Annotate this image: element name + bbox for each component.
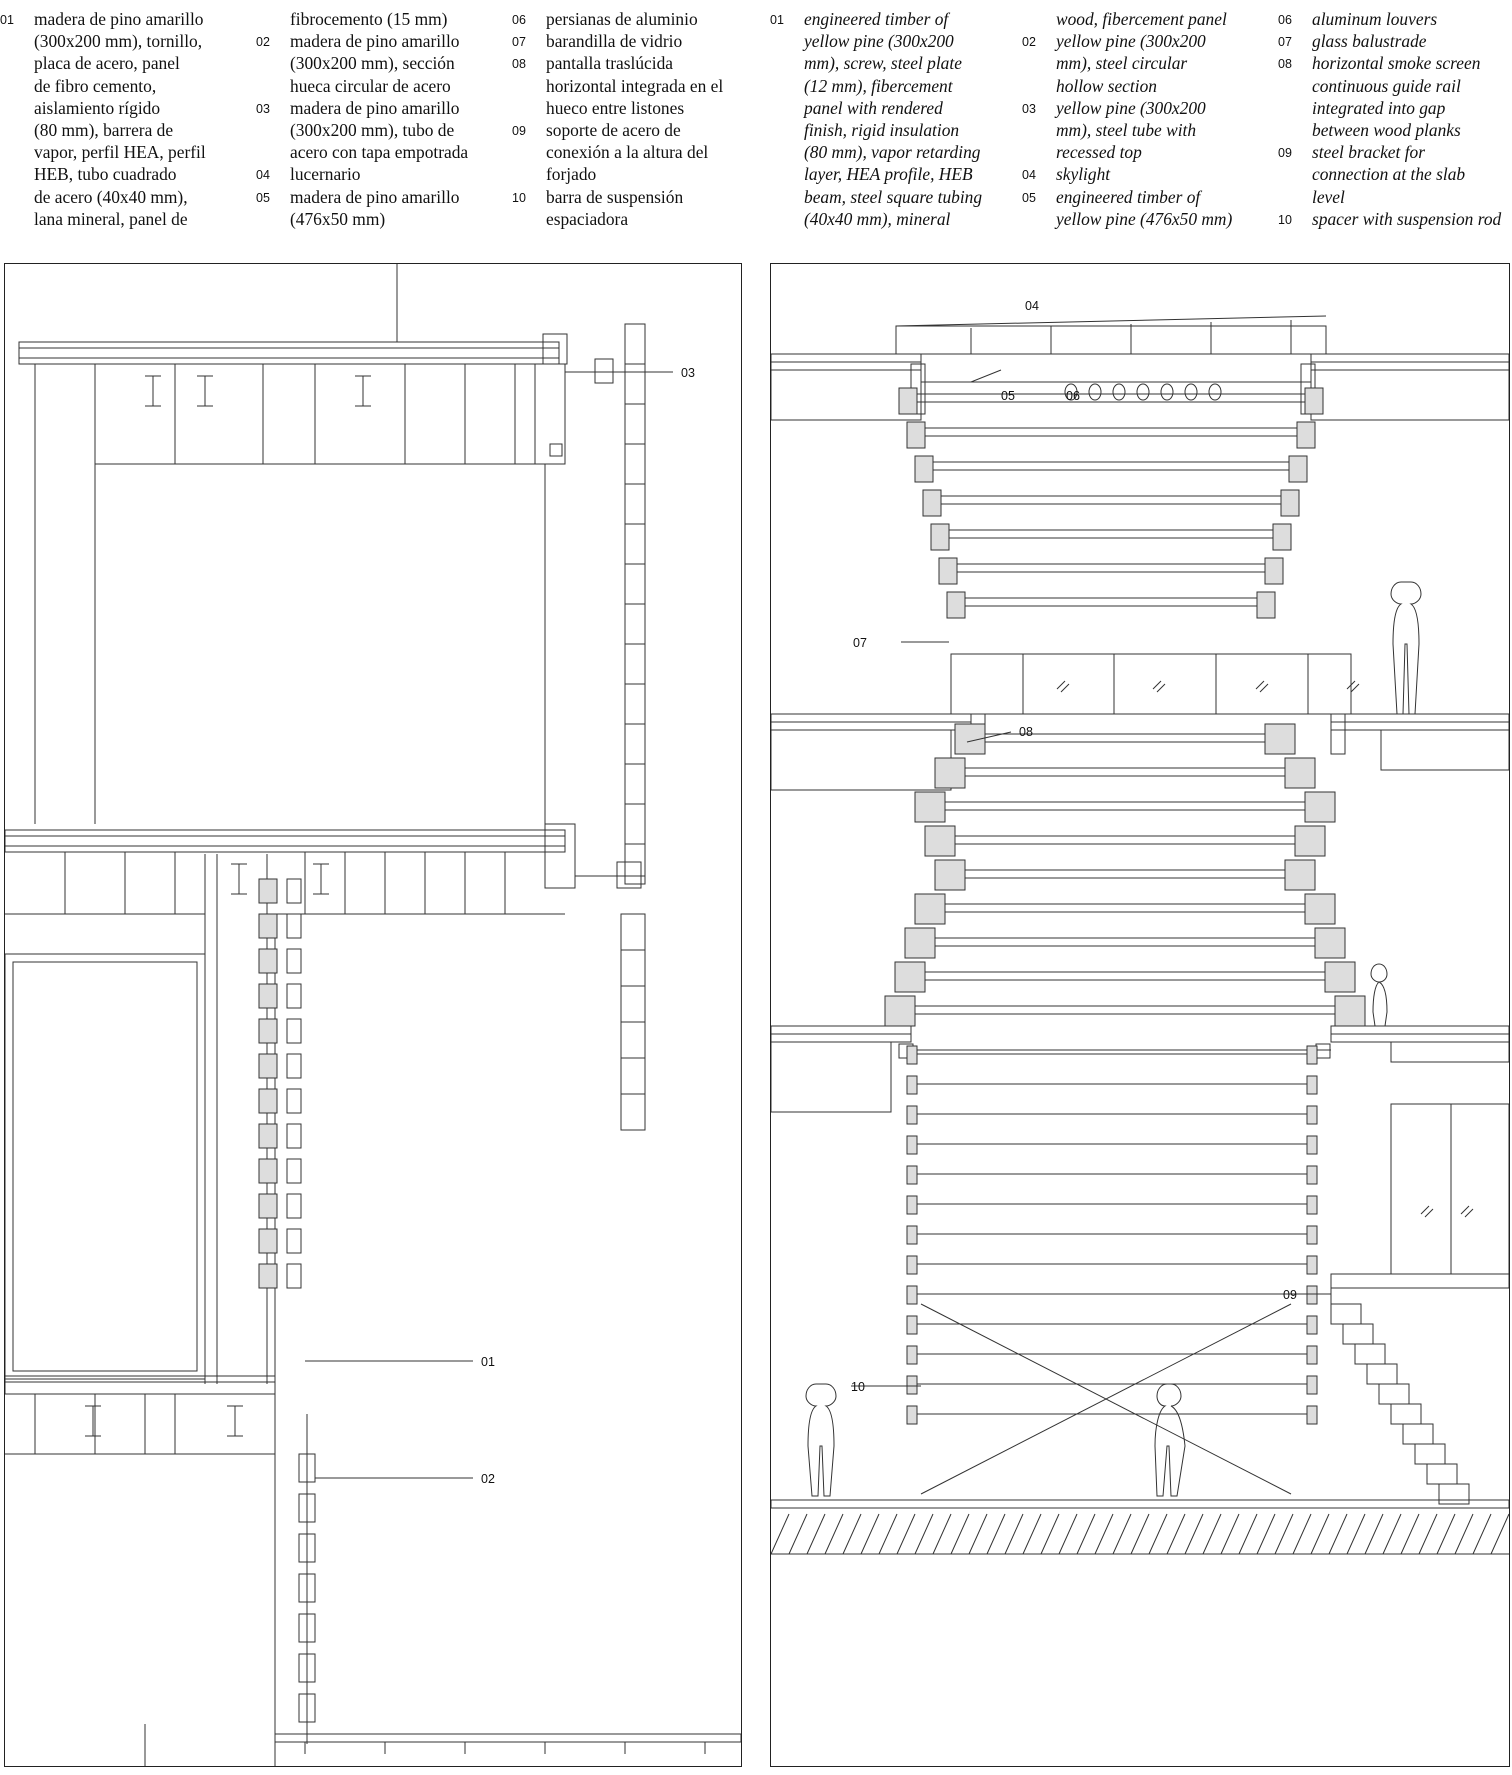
legend-en-item-04 (1022, 163, 1262, 185)
stair-stringer (915, 456, 933, 482)
legend-number: 04 (256, 168, 270, 183)
louver-ghost (287, 1229, 301, 1253)
louver-ghost (287, 949, 301, 973)
legend-number: 09 (512, 124, 526, 139)
stair-stringer (1307, 1226, 1317, 1244)
louver (1209, 384, 1221, 400)
stair-stringer (907, 1106, 917, 1124)
legend-number: 06 (512, 13, 526, 27)
legend-en-column-2 (1022, 8, 1262, 230)
stair-stringer (1307, 1346, 1317, 1364)
legend-es-item-05 (256, 186, 496, 230)
legend-number: 02 (256, 35, 270, 50)
stair-stringer (1289, 456, 1307, 482)
hatch-line (1275, 1514, 1293, 1554)
hatch-line (951, 1514, 969, 1554)
stair-stringer (907, 1226, 917, 1244)
stair-stringer (1307, 1406, 1317, 1424)
hatch-line (1059, 1514, 1077, 1554)
hatch-line (1167, 1514, 1185, 1554)
legend-text: yellow pine (300x200 mm), steel tube with recessed top (1056, 97, 1206, 163)
hatch-line (1113, 1514, 1131, 1554)
legend-en-item-10 (1278, 208, 1512, 230)
louver (1089, 384, 1101, 400)
stair-stringer (885, 996, 915, 1026)
stair-stringer (1265, 724, 1295, 754)
legend-number: 06 (1278, 13, 1292, 27)
stair-stringer (1307, 1076, 1317, 1094)
hatch-line (933, 1514, 951, 1554)
stair-stringer (907, 1136, 917, 1154)
legend-text: madera de pino amarillo (300x200 mm), tornillo, placa de acero, panel de fibro cemento, aislamiento rígido (80 mm), barrera de vapor, perfil HEA, perfil HEB, tubo cuadrado de acero (40x40 mm), lana mineral, panel de (34, 9, 206, 229)
callout-03: 03 (681, 366, 695, 380)
louver-block (259, 1054, 277, 1078)
stair-stringer (935, 758, 965, 788)
louver-block (259, 914, 277, 938)
right-section-drawing (770, 263, 1510, 1767)
stair-stringer (1305, 894, 1335, 924)
hatch-line (1365, 1514, 1383, 1554)
legend-number: 03 (1022, 101, 1036, 116)
louver (1137, 384, 1149, 400)
hatch-line (915, 1514, 933, 1554)
stair-stringer (939, 558, 957, 584)
hatch-line (987, 1514, 1005, 1554)
louver-ghost (287, 879, 301, 903)
stair-step (1343, 1324, 1373, 1344)
legend-text: wood, fibercement panel (1056, 9, 1227, 29)
hatch-line (1041, 1514, 1059, 1554)
left-section-drawing (4, 263, 742, 1767)
legend-text: steel bracket for connection at the slab level (1312, 142, 1466, 207)
hatch-line (1185, 1514, 1203, 1554)
legend-number: 10 (1278, 212, 1292, 227)
louver (1113, 384, 1125, 400)
legend-en-column-3 (1278, 8, 1512, 230)
hatch-line (771, 1514, 789, 1554)
legend-en-column-1 (770, 8, 1010, 230)
hatch-line (1131, 1514, 1149, 1554)
louver (1161, 384, 1173, 400)
legend-number: 08 (512, 57, 526, 72)
callout-02: 02 (481, 1472, 495, 1486)
louver-ghost (287, 984, 301, 1008)
legend-es-item-10 (512, 186, 762, 230)
legend-es-item-02 (256, 30, 496, 97)
hatch-line (1401, 1514, 1419, 1554)
hatch-line (1077, 1514, 1095, 1554)
stair-stringer (1305, 388, 1323, 414)
louver-ghost (287, 1019, 301, 1043)
callout-05: 05 (1001, 389, 1015, 403)
callout-09: 09 (1283, 1288, 1297, 1302)
legend-es-item-03 (256, 97, 496, 164)
right-drawing-svg (771, 264, 1509, 1766)
hatch-line (1383, 1514, 1401, 1554)
stair-step (1427, 1464, 1457, 1484)
legend-number: 05 (1022, 190, 1036, 205)
legend-text: persianas de aluminio (546, 9, 698, 29)
legend-number: 08 (1278, 57, 1292, 72)
stair-stringer (1297, 422, 1315, 448)
louver-block (259, 984, 277, 1008)
callout-07: 07 (853, 636, 867, 650)
stair-stringer (1307, 1196, 1317, 1214)
legend-number: 05 (256, 190, 270, 205)
legend-number: 03 (256, 101, 270, 116)
stair-stringer (923, 490, 941, 516)
legend-en-item-09 (1278, 141, 1512, 208)
stair-stringer (1307, 1106, 1317, 1124)
legend-en-item-07 (1278, 30, 1512, 52)
legend-text: barandilla de vidrio (546, 31, 683, 52)
louver-ghost (287, 1159, 301, 1183)
hatch-line (1257, 1514, 1275, 1554)
stair-step (1439, 1484, 1469, 1504)
stair-stringer (1335, 996, 1365, 1026)
louver-block (259, 1124, 277, 1148)
legend-number: 01 (770, 13, 784, 27)
louver-ghost (287, 1089, 301, 1113)
legend-en-item-01-cont (1022, 8, 1262, 30)
stair-stringer (1265, 558, 1283, 584)
hatch-line (1149, 1514, 1167, 1554)
stair-step (1415, 1444, 1445, 1464)
hatch-line (897, 1514, 915, 1554)
stair-stringer (907, 1196, 917, 1214)
stair-stringer (907, 1316, 917, 1334)
hatch-line (1023, 1514, 1041, 1554)
hatch-line (1203, 1514, 1221, 1554)
legend-text: lucernario (290, 164, 361, 185)
stair-stringer (1273, 524, 1291, 550)
legend-number: 04 (1022, 168, 1036, 183)
legend-number: 07 (1278, 35, 1292, 50)
stair-stringer (1285, 860, 1315, 890)
legend-text: engineered timber of yellow pine (300x200 mm), screw, steel plate (12 mm), fibercement panel with rendered finish, rigid insulation (80 mm), vapor retarding layer, HEA profile, HEB beam, steel square tubing (40x40 mm), mineral (804, 9, 983, 229)
stair-stringer (1305, 792, 1335, 822)
stair-stringer (1307, 1136, 1317, 1154)
callout-06: 06 (1066, 389, 1080, 403)
legend-number: 09 (1278, 146, 1292, 161)
legend-number: 01 (0, 13, 14, 27)
stair-stringer (907, 1166, 917, 1184)
stair-stringer (1307, 1376, 1317, 1394)
hatch-line (879, 1514, 897, 1554)
legend-number (1022, 8, 1056, 13)
legend-text: pantalla traslúcida horizontal integrada en el hueco entre listones (546, 53, 724, 118)
stair-stringer (1307, 1046, 1317, 1064)
stair-stringer (905, 928, 935, 958)
louver-ghost (287, 1194, 301, 1218)
legend-en-item-06 (1278, 8, 1512, 30)
legend-text: yellow pine (300x200 mm), steel circular hollow section (1056, 31, 1206, 96)
louver-block (259, 1089, 277, 1113)
legend-es-column-1 (0, 8, 240, 230)
legend-es-item-09 (512, 119, 762, 186)
louver-block (259, 1229, 277, 1253)
hatch-line (807, 1514, 825, 1554)
louver-block (259, 1159, 277, 1183)
legend-text: skylight (1056, 164, 1111, 185)
legend-es-item-01-cont (256, 8, 496, 30)
stair-stringer (1307, 1316, 1317, 1334)
stair-stringer (915, 792, 945, 822)
stair-stringer (907, 1376, 917, 1394)
hatch-line (1347, 1514, 1365, 1554)
legend-es-column-3 (512, 8, 762, 230)
hatch-line (1293, 1514, 1311, 1554)
louver-ghost (287, 914, 301, 938)
louver-ghost (287, 1054, 301, 1078)
legend-number (256, 8, 290, 13)
stair-stringer (1285, 758, 1315, 788)
louver-block (259, 1019, 277, 1043)
callout-01: 01 (481, 1355, 495, 1369)
legend-text: engineered timber of yellow pine (476x50 mm) (1056, 186, 1233, 229)
louver (1185, 384, 1197, 400)
louver-block (259, 1264, 277, 1288)
legend-number: 02 (1022, 35, 1036, 50)
hatch-line (1455, 1514, 1473, 1554)
hatch-line (861, 1514, 879, 1554)
legend-text: glass balustrade (1312, 31, 1427, 52)
hatch-line (789, 1514, 807, 1554)
louver-ghost (287, 1264, 301, 1288)
hatch-line (1005, 1514, 1023, 1554)
legend-es-item-01 (0, 8, 240, 230)
stair-stringer (935, 860, 965, 890)
left-drawing-svg (5, 264, 741, 1766)
hatch-line (1419, 1514, 1437, 1554)
stair-step (1403, 1424, 1433, 1444)
hatch-line (1221, 1514, 1239, 1554)
legend-text: barra de suspensión espaciadora (546, 186, 684, 229)
stair-step (1367, 1364, 1397, 1384)
stair-stringer (1307, 1286, 1317, 1304)
stair-stringer (907, 422, 925, 448)
stair-step (1391, 1404, 1421, 1424)
legend-en-item-01 (770, 8, 1010, 230)
stair-stringer (907, 1076, 917, 1094)
legend-text: madera de pino amarillo (300x200 mm), tubo de acero con tapa empotrada (290, 97, 469, 163)
legend-text: aluminum louvers (1312, 9, 1438, 29)
legend-es-item-07 (512, 30, 762, 52)
legend-text: madera de pino amarillo (476x50 mm) (290, 186, 460, 229)
legend-es-item-06 (512, 8, 762, 30)
legend-text: madera de pino amarillo (300x200 mm), sección hueca circular de acero (290, 31, 460, 96)
louver-block (259, 879, 277, 903)
stair-stringer (925, 826, 955, 856)
legend-text: fibrocemento (15 mm) (290, 9, 448, 29)
legend-number: 07 (512, 35, 526, 50)
stair-stringer (1295, 826, 1325, 856)
stair-stringer (907, 1406, 917, 1424)
hatch-line (1437, 1514, 1455, 1554)
hatch-line (1095, 1514, 1113, 1554)
hatch-line (1311, 1514, 1329, 1554)
stair-stringer (915, 894, 945, 924)
hatch-line (1491, 1514, 1509, 1554)
stair-stringer (931, 524, 949, 550)
stair-stringer (947, 592, 965, 618)
hatch-line (1473, 1514, 1491, 1554)
legend-es-item-04 (256, 163, 496, 185)
legend-text: spacer with suspension rod (1312, 208, 1502, 229)
hatch-line (843, 1514, 861, 1554)
louver-block (259, 1194, 277, 1218)
legend-en-item-05 (1022, 186, 1262, 230)
stair-step (1355, 1344, 1385, 1364)
stair-stringer (1315, 928, 1345, 958)
stair-stringer (899, 388, 917, 414)
louver-block (259, 949, 277, 973)
stair-stringer (907, 1286, 917, 1304)
hatch-line (825, 1514, 843, 1554)
legend-en-item-02 (1022, 30, 1262, 97)
stair-stringer (907, 1346, 917, 1364)
stair-step (1331, 1304, 1361, 1324)
stair-stringer (1281, 490, 1299, 516)
stair-stringer (1257, 592, 1275, 618)
stair-stringer (1307, 1256, 1317, 1274)
louver-ghost (287, 1124, 301, 1148)
callout-10: 10 (851, 1380, 865, 1394)
stair-stringer (895, 962, 925, 992)
hatch-line (1329, 1514, 1347, 1554)
stair-stringer (907, 1256, 917, 1274)
legend-en-item-08 (1278, 52, 1512, 141)
stair-stringer (1307, 1166, 1317, 1184)
legend-en-item-03 (1022, 97, 1262, 164)
callout-04: 04 (1025, 299, 1039, 313)
stair-stringer (1325, 962, 1355, 992)
stair-step (1379, 1384, 1409, 1404)
legend-number: 10 (512, 190, 526, 205)
legend (0, 0, 1512, 245)
hatch-line (969, 1514, 987, 1554)
stair-stringer (907, 1046, 917, 1064)
legend-text: horizontal smoke screen continuous guide rail integrated into gap between wood planks (1312, 53, 1481, 141)
hatch-line (1239, 1514, 1257, 1554)
callout-08: 08 (1019, 725, 1033, 739)
legend-text: soporte de acero de conexión a la altura del forjado (546, 120, 709, 185)
legend-es-column-2 (256, 8, 496, 230)
legend-es-item-08 (512, 52, 762, 119)
